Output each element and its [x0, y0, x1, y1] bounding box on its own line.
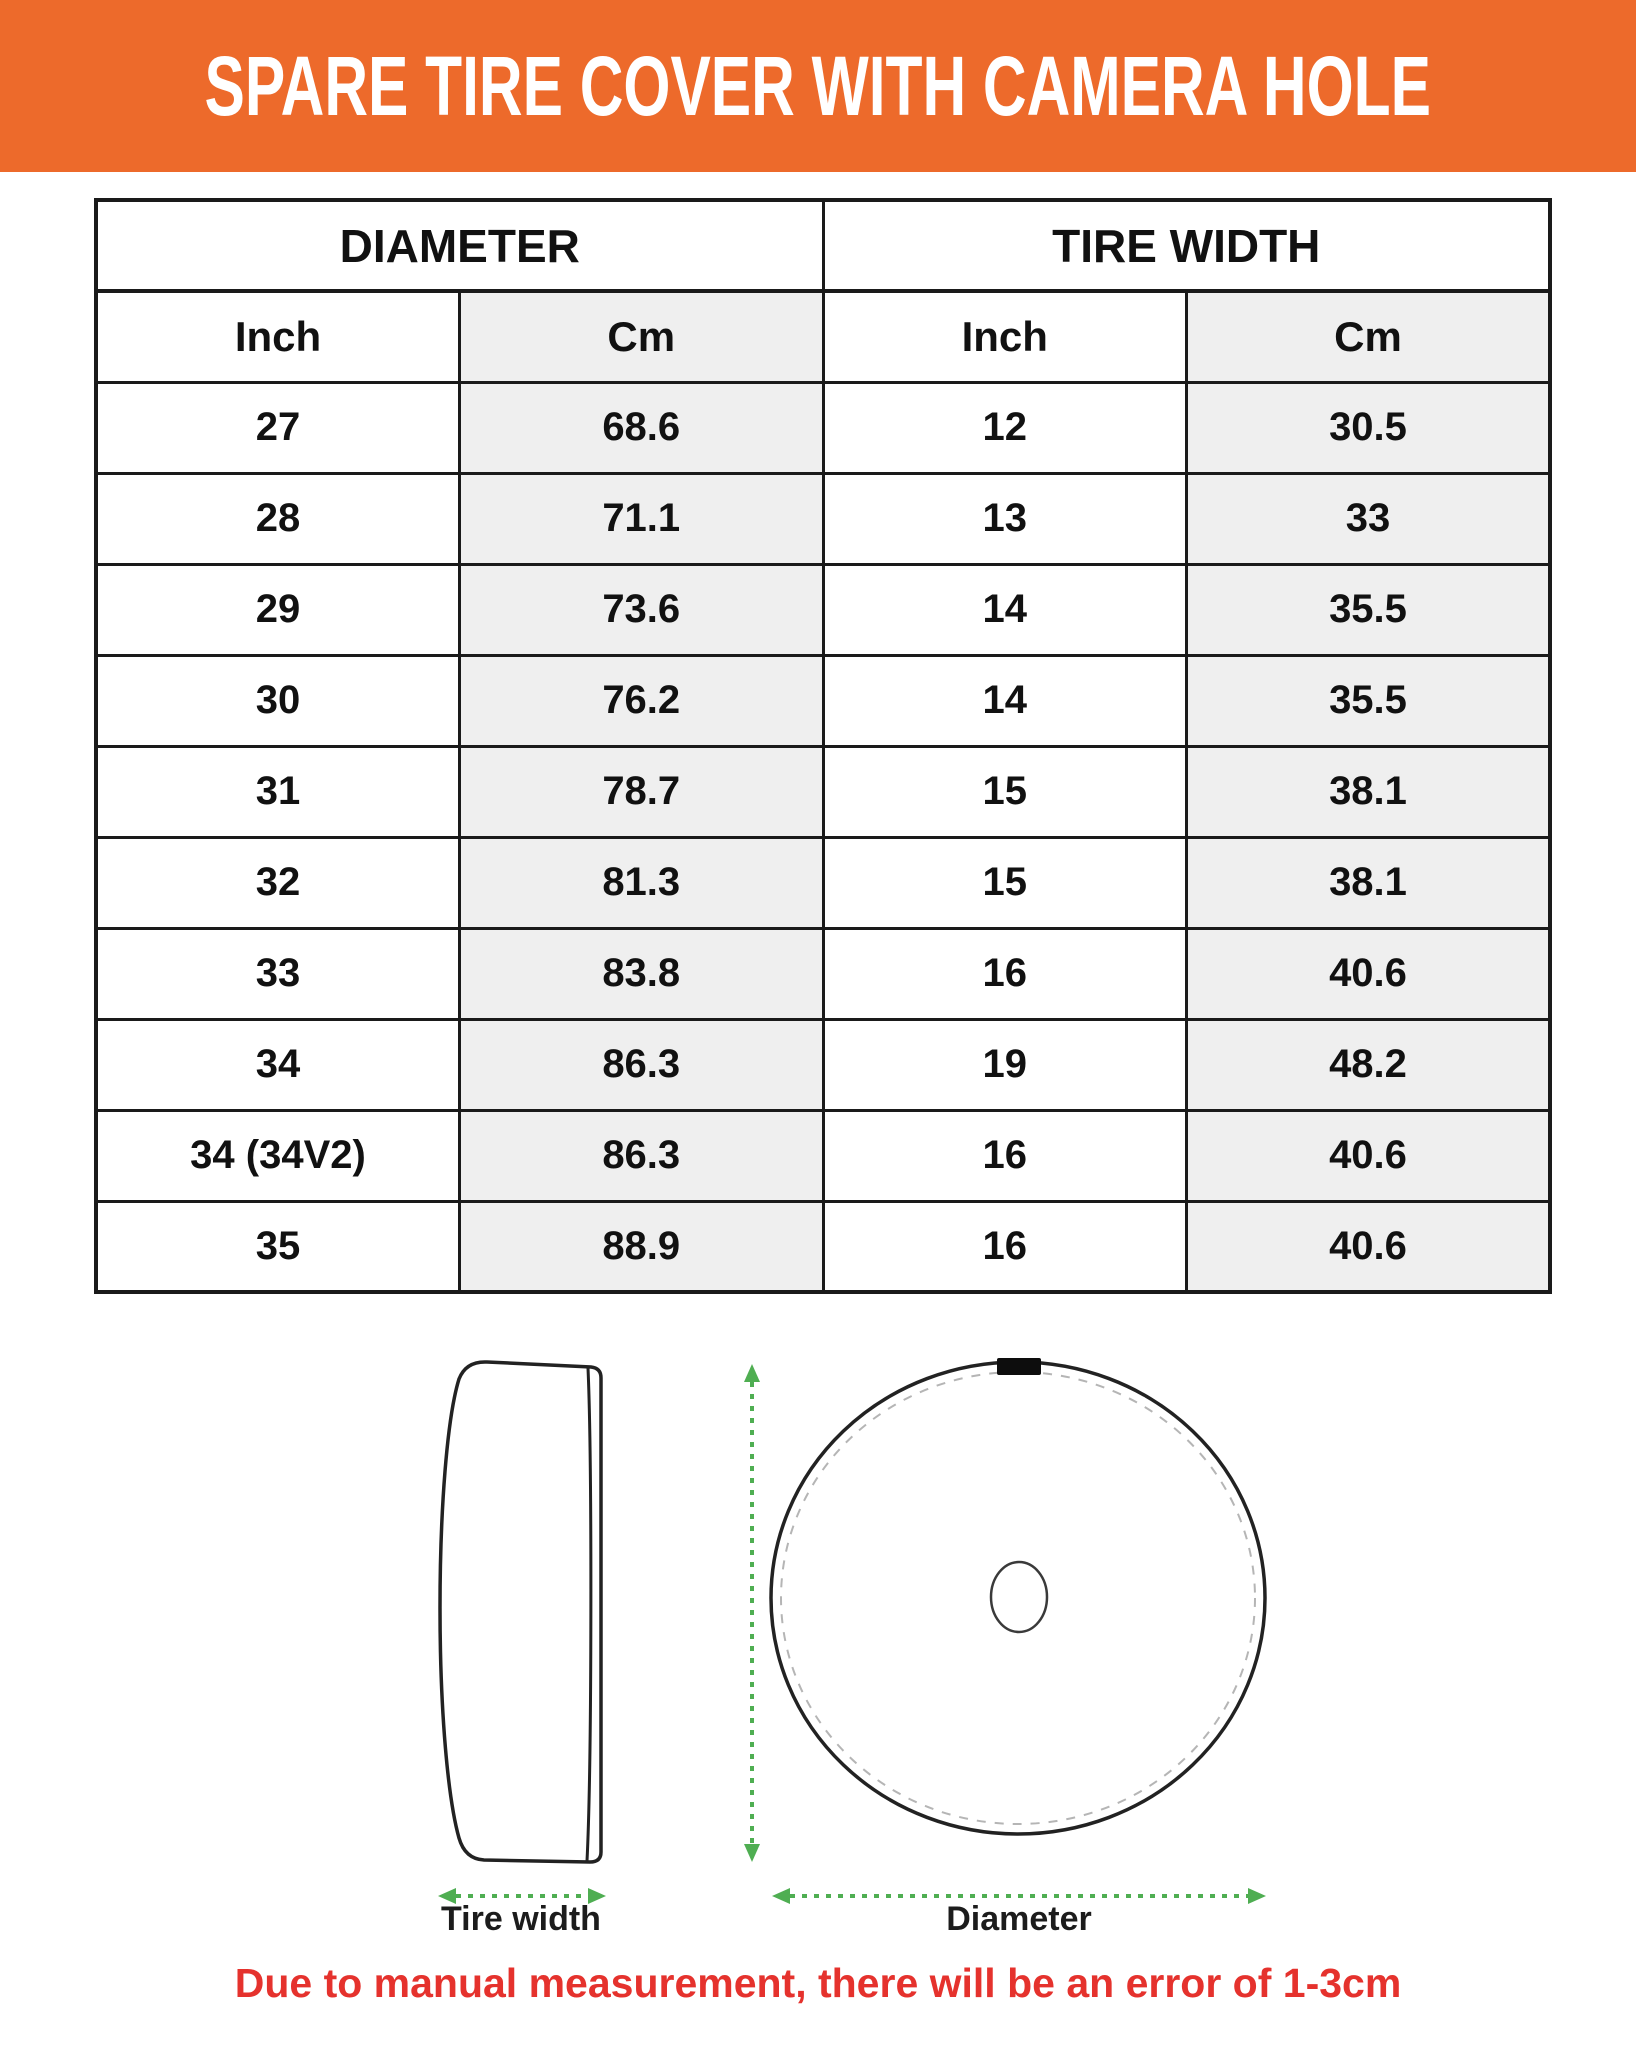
cell: 40.6 — [1187, 928, 1551, 1019]
cell: 88.9 — [460, 1201, 824, 1292]
cell: 30 — [96, 655, 460, 746]
cell: 28 — [96, 473, 460, 564]
cell: 19 — [823, 1019, 1187, 1110]
cell: 16 — [823, 1110, 1187, 1201]
camera-hole-marker — [997, 1358, 1041, 1375]
measurement-error-note: Due to manual measurement, there will be an error of 1-3cm — [234, 1960, 1402, 2006]
table-row — [96, 382, 1550, 473]
cell: 78.7 — [460, 746, 824, 837]
cell: 14 — [823, 564, 1187, 655]
cell: 68.6 — [460, 382, 824, 473]
table-row — [96, 928, 1550, 1019]
center-camera-hole — [991, 1562, 1047, 1632]
cell: 33 — [96, 928, 460, 1019]
cell: 35 — [96, 1201, 460, 1292]
subheader-width-inch: Inch — [823, 291, 1187, 382]
cell: 34 (34V2) — [96, 1110, 460, 1201]
cell: 16 — [823, 928, 1187, 1019]
cell: 31 — [96, 746, 460, 837]
cell: 15 — [823, 746, 1187, 837]
cell: 16 — [823, 1201, 1187, 1292]
cell: 38.1 — [1187, 837, 1551, 928]
cell: 40.6 — [1187, 1201, 1551, 1292]
cell: 40.6 — [1187, 1110, 1551, 1201]
column-header-tire-width: TIRE WIDTH — [823, 200, 1550, 291]
diameter-label: Diameter — [946, 1900, 1092, 1938]
cell: 76.2 — [460, 655, 824, 746]
cell: 71.1 — [460, 473, 824, 564]
table-row — [96, 655, 1550, 746]
table-row — [96, 746, 1550, 837]
table-row — [96, 1019, 1550, 1110]
table-group-header-row — [96, 200, 1550, 291]
tire-measurement-diagram — [0, 1330, 1636, 1950]
table-row — [96, 837, 1550, 928]
height-arrow — [744, 1364, 760, 1862]
cell: 48.2 — [1187, 1019, 1551, 1110]
table-row — [96, 1201, 1550, 1292]
cell: 73.6 — [460, 564, 824, 655]
cell: 30.5 — [1187, 382, 1551, 473]
cell: 33 — [1187, 473, 1551, 564]
subheader-width-cm: Cm — [1187, 291, 1551, 382]
cell: 29 — [96, 564, 460, 655]
cell: 27 — [96, 382, 460, 473]
cell: 12 — [823, 382, 1187, 473]
tire-side-view-outline — [440, 1362, 601, 1862]
cell: 38.1 — [1187, 746, 1551, 837]
cell: 86.3 — [460, 1019, 824, 1110]
tire-width-label: Tire width — [441, 1900, 601, 1938]
cell: 86.3 — [460, 1110, 824, 1201]
cell: 81.3 — [460, 837, 824, 928]
cell: 35.5 — [1187, 564, 1551, 655]
subheader-diameter-cm: Cm — [460, 291, 824, 382]
subheader-diameter-inch: Inch — [96, 291, 460, 382]
table-row — [96, 564, 1550, 655]
cell: 35.5 — [1187, 655, 1551, 746]
header-banner — [0, 0, 1636, 172]
cell: 34 — [96, 1019, 460, 1110]
cell: 83.8 — [460, 928, 824, 1019]
cell: 32 — [96, 837, 460, 928]
cell: 14 — [823, 655, 1187, 746]
table-row — [96, 473, 1550, 564]
table-subheader-row — [96, 291, 1550, 382]
cell: 13 — [823, 473, 1187, 564]
cell: 15 — [823, 837, 1187, 928]
table-row — [96, 1110, 1550, 1201]
page-title: SPARE TIRE COVER WITH CAMERA HOLE — [204, 38, 1432, 133]
column-header-diameter: DIAMETER — [96, 200, 823, 291]
size-chart-table — [94, 198, 1552, 1294]
